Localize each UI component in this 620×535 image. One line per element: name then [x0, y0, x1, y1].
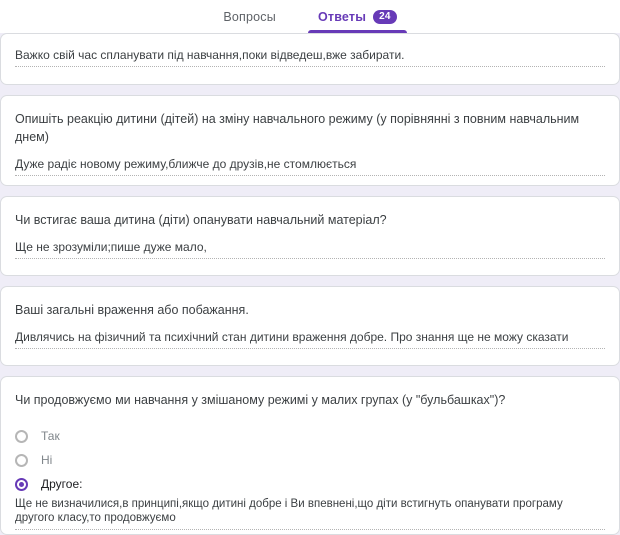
- tabs-container: [217, 0, 402, 33]
- answer-text: Дуже радіє новому режиму,ближче до друзів,не стомлюється: [15, 157, 605, 176]
- question-text: Опишіть реакцію дитини (дітей) на зміну навчального режиму (у порівнянні з повним навчальним днем): [15, 112, 580, 144]
- answer-text: Дивлячись на фізичний та психічний стан дитини враження добре. Про знання ще не можу сказати: [15, 330, 605, 349]
- answer-text: Ще не зрозуміли;пише дуже мало,: [15, 240, 605, 259]
- tab-questions-label: Вопросы: [223, 9, 276, 24]
- other-answer-text: Ще не визначилися,в принципі,якщо дитині добре і Ви впевнені,що діти встигнуть опанувати програму другого класу,то продовжуємо: [15, 498, 605, 530]
- active-tab-underline: [308, 30, 407, 33]
- responses-list: [0, 33, 620, 535]
- radio-selected-icon[interactable]: [15, 478, 28, 491]
- radio-option-label: Другое:: [41, 477, 83, 491]
- tab-answers-label: Ответы: [317, 9, 367, 24]
- radio-option-label: Так: [41, 429, 60, 443]
- answers-count-badge: 24: [373, 10, 397, 24]
- radio-unselected-icon[interactable]: [15, 430, 28, 443]
- tab-answers[interactable]: [312, 0, 403, 33]
- response-card: [0, 286, 620, 366]
- radio-option-no[interactable]: [15, 448, 605, 472]
- response-card: [0, 95, 620, 186]
- radio-option-label: Ні: [41, 453, 53, 467]
- question-text: Ваші загальні враження або побажання.: [15, 303, 249, 317]
- question-text: Чи продовжуємо ми навчання у змішаному режимі у малих групах (у "бульбашках")?: [15, 393, 506, 407]
- response-card: [0, 196, 620, 276]
- tab-questions[interactable]: [217, 0, 282, 33]
- radio-group: [15, 424, 605, 530]
- question-text: Чи встигає ваша дитина (діти) опанувати навчальний матеріал?: [15, 213, 387, 227]
- answer-text: Важко свій час спланувати під навчання,поки відведеш,вже забирати.: [15, 48, 605, 67]
- radio-unselected-icon[interactable]: [15, 454, 28, 467]
- tab-bar: [0, 0, 620, 33]
- response-card: [0, 33, 620, 85]
- response-card: [0, 376, 620, 535]
- radio-option-other[interactable]: [15, 472, 605, 496]
- radio-option-yes[interactable]: [15, 424, 605, 448]
